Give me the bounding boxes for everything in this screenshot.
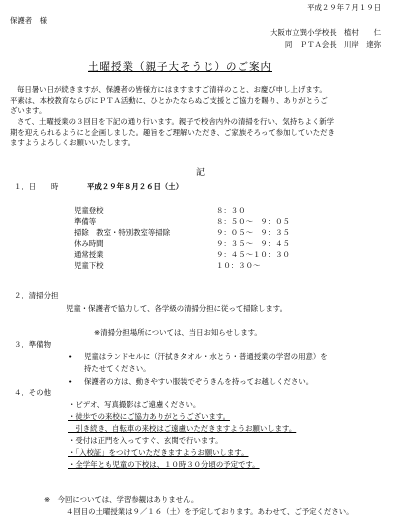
intro-line: 平素は、本校教育ならびにＰＴＡ活動に、ひとかたならぬご支援とご協力を賜り、ありがとうご: [10, 95, 328, 105]
prep-item-child-cont: 持たせてください。: [84, 364, 151, 373]
recipient: 保護者 様: [10, 16, 47, 25]
cleaning-note: ※清掃分担場所については、当日お知らせします。: [94, 328, 262, 337]
schedule-item: 掃除 教室・特別教室等掃除: [74, 228, 171, 238]
schedule-item: 準備等: [74, 217, 97, 227]
intro-line: 期を迎えられるようにと企画しました。趣旨をご理解いただき、ご家族そろって参加していただき: [10, 127, 335, 137]
schedule-time: ９：０５～ ９：３５: [216, 228, 290, 238]
bullet-icon: •: [68, 377, 73, 386]
intro-line: ざいます。: [10, 106, 47, 116]
prep-item-parent: 保護者の方は、動きやすい服装でぞうきんを持ってお越しください。: [84, 377, 314, 386]
bullet-icon: •: [68, 352, 73, 361]
sender-pta: 同 ＰＴＡ会長 川岸 達弥: [284, 40, 381, 49]
footer-note: ※ 今回については、学習参観はありません。: [44, 495, 199, 504]
schedule-time: １０：３０～: [216, 261, 261, 271]
cleaning-text: 児童・保護者で協力して、各学級の清掃分担に従って掃除します。: [66, 304, 287, 313]
other-line: 引き続き、自転車の来校はご遠慮いただきますようお願いします。: [68, 424, 297, 433]
prep-item-child: 児童はランドセルに（汗拭きタオル・水とう・普通授業の学習の用意）を: [84, 352, 328, 361]
section-2-label: ２．清掃分担: [14, 291, 59, 300]
other-line: ・徒歩での来校にご協力ありがとうございます。: [68, 412, 231, 421]
other-line: ・ビデオ、写真撮影はご遠慮ください。: [68, 400, 201, 409]
schedule-time: ９：４５～１０：３０: [216, 250, 290, 260]
intro-line: ますようよろしくお願いいたします。: [10, 138, 136, 148]
schedule-time: ８：３０: [216, 206, 246, 215]
footer-next: ４回目の土曜授業は９／１６（土）を予定しております。あわせて、ご予定ください。: [66, 507, 354, 516]
event-date: 平成２９年８月２６日（土）: [87, 182, 184, 191]
ki-heading: 記: [196, 168, 206, 178]
other-line: ・受付は正門を入ってすぐ、玄関で行います。: [68, 436, 223, 445]
sender-school: 大阪市立巽小学校長 植村 仁: [270, 28, 381, 37]
schedule-item: 児童下校: [74, 261, 104, 271]
letter-date: 平成２９年７月１９日: [307, 3, 381, 12]
schedule-time: ９：３５～ ９：４５: [216, 239, 290, 249]
section-3-label: ３．準備物: [14, 340, 51, 349]
schedule-item: 児童登校: [74, 206, 104, 215]
schedule-item: 通常授業: [74, 250, 104, 260]
intro-line: 毎日暑い日が続きますが、保護者の皆様方にはますますご清祥のこと、お慶び申し上げます。: [17, 85, 327, 94]
page-title: 土曜授業（親子大そうじ）のご案内: [88, 61, 272, 73]
intro-line: さて、土曜授業の３回目を下記の通り行います。親子で校舎内外の清掃を行い、気持ちよく新学: [17, 117, 335, 126]
other-line: ・全学年とも児童の下校は、１０時３０分頃の予定です。: [68, 460, 260, 469]
other-line: ・「入校証」をつけていただきますようお願いします。: [68, 448, 249, 457]
section-1-label: １．日 時: [14, 182, 59, 191]
section-4-label: ４．その他: [14, 388, 51, 397]
schedule-time: ８：５０～ ９：０５: [216, 217, 290, 227]
schedule-item: 休み時間: [74, 239, 104, 249]
